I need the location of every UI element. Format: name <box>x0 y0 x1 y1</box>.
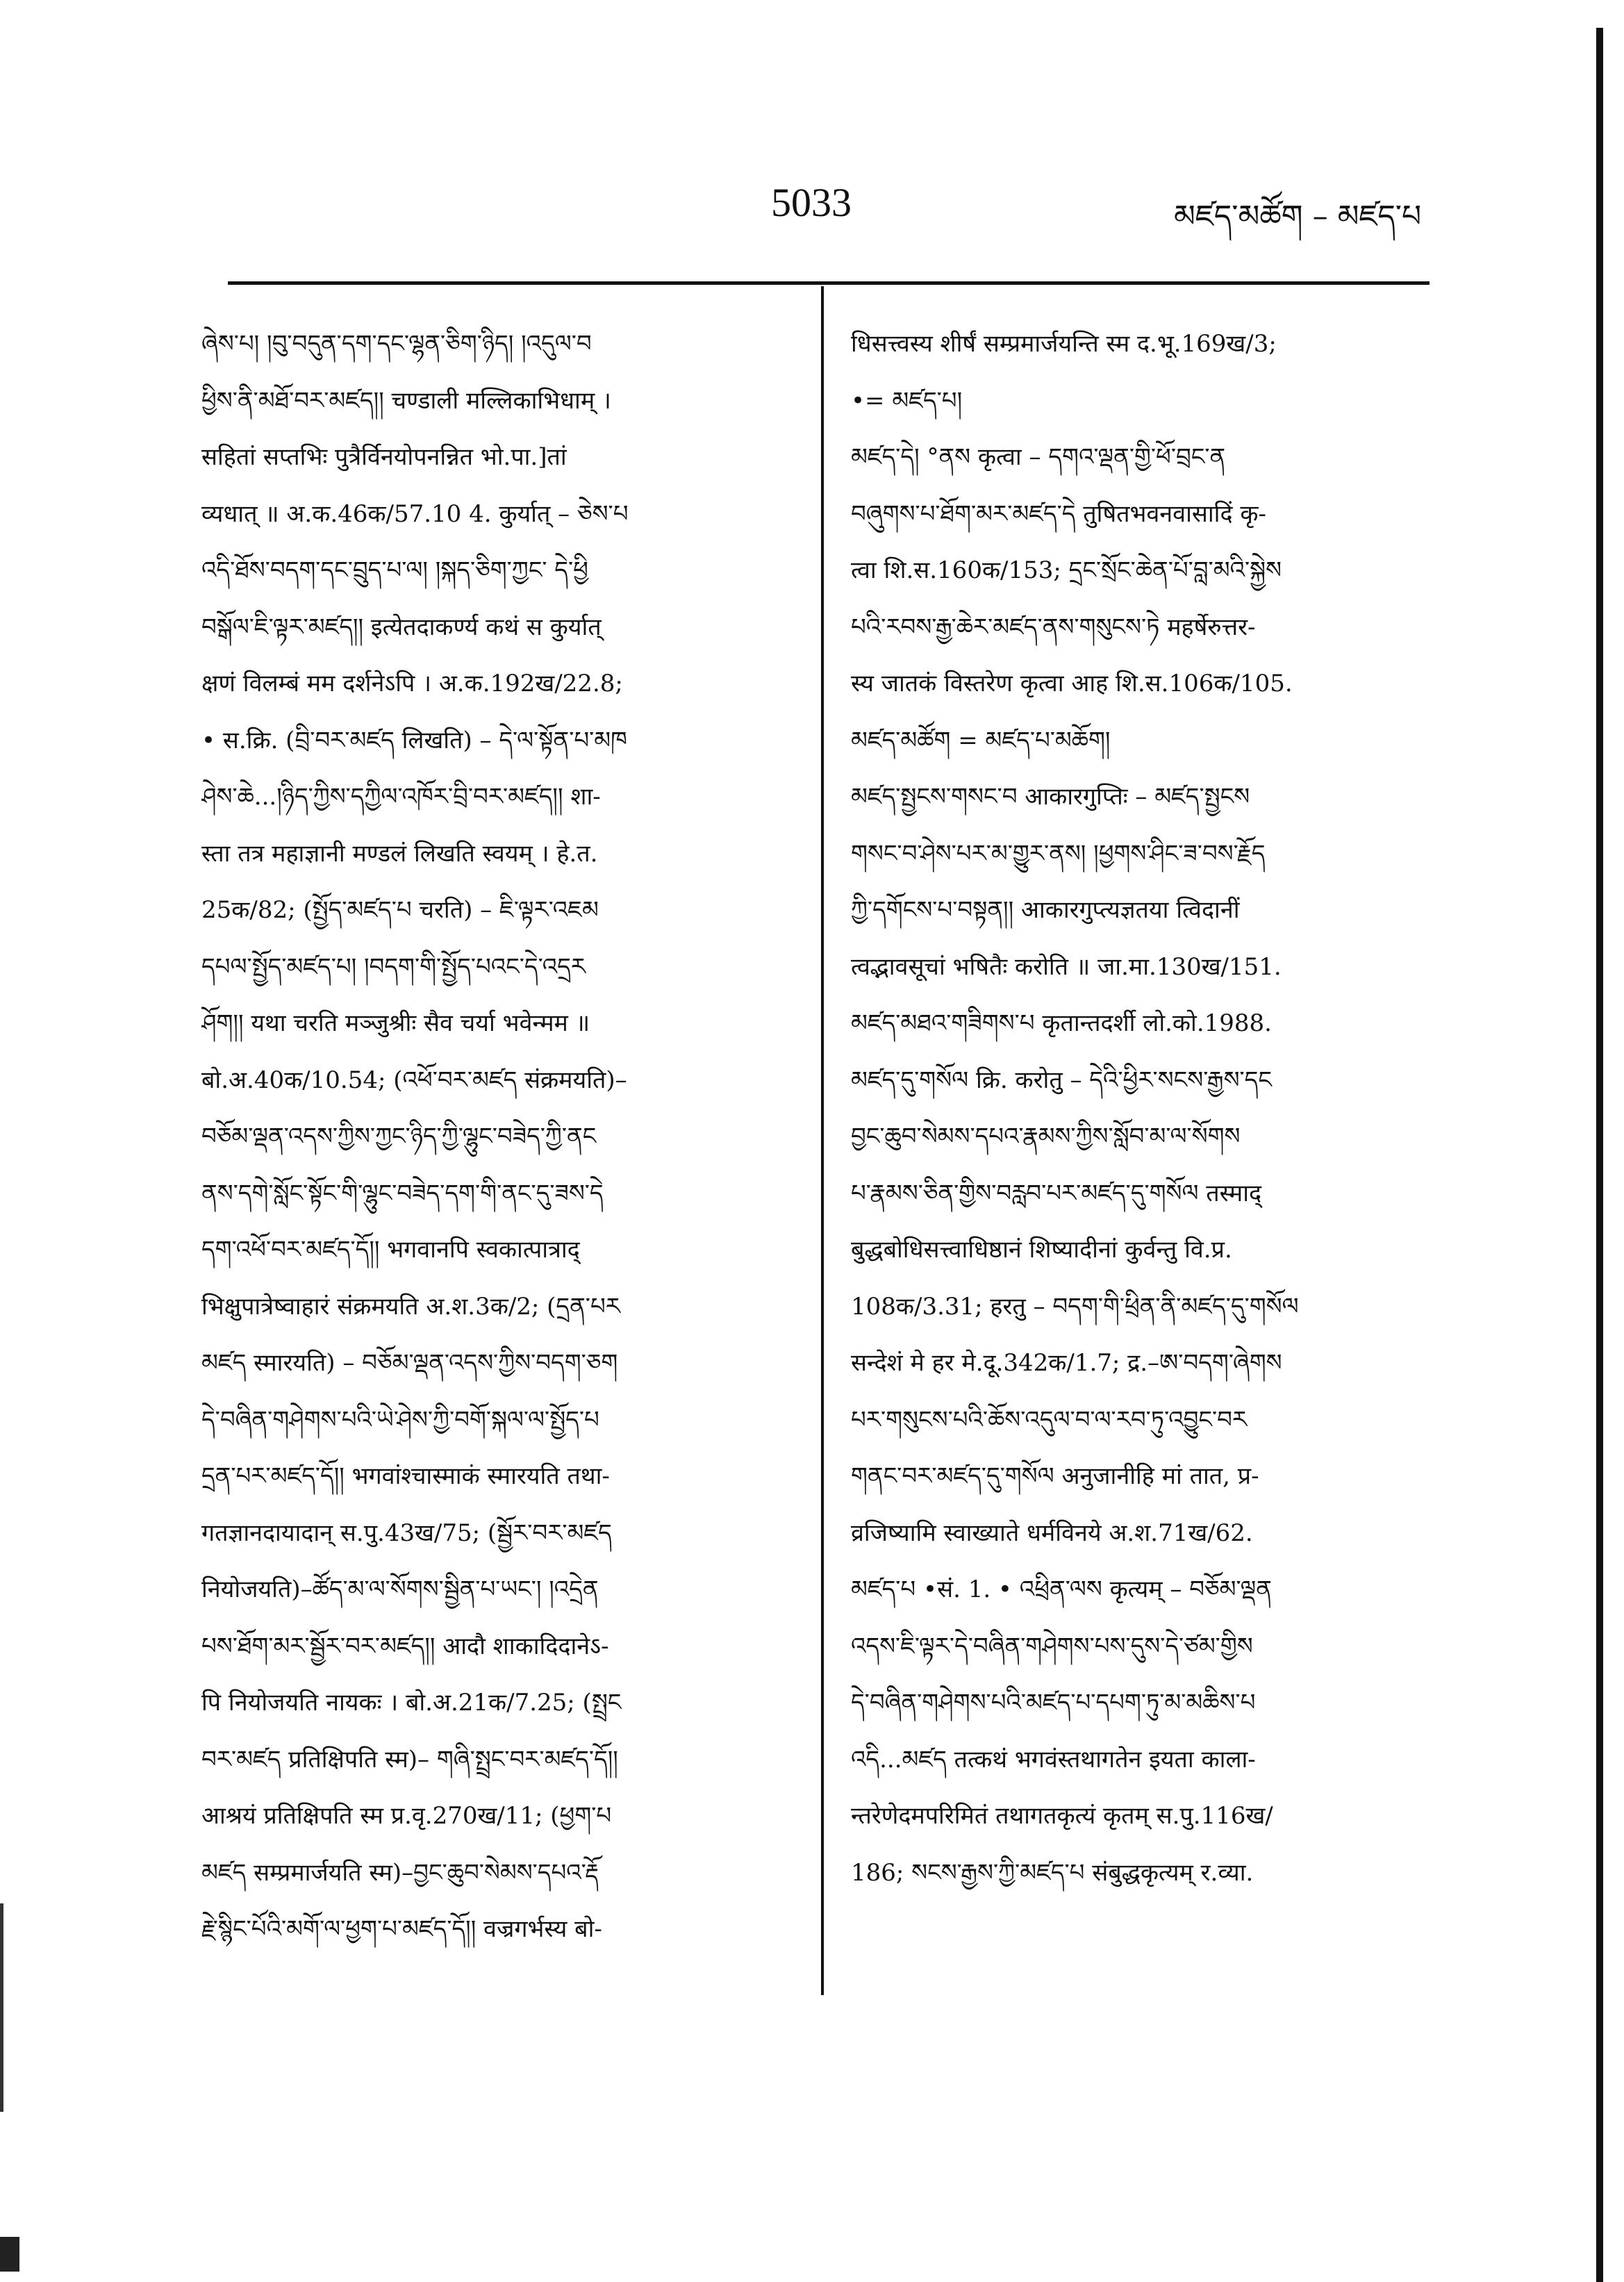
text-line: 108क/3.31; हरतु – བདག་གི་ཕྲིན་ནི་མཛད་དུ་གསོལ <box>851 1292 1299 1321</box>
text-line: •= མཛད་པ། <box>851 386 963 415</box>
text-line: བྱང་ཆུབ་སེམས་དཔའ་རྣམས་ཀྱིས་སློབ་མ་ལ་སོགས <box>851 1123 1241 1150</box>
text-line: धिसत्त्वस्य शीर्षं सम्प्रमार्जयन्ति स्म द.भू.169ख/3; <box>851 330 1277 358</box>
text-line: भिक्षुपात्रेष्वाहारं संक्रमयति अ.श.3क/2; (དྲན་པར <box>201 1292 620 1321</box>
text-line: བསྒོལ་ཇི་ལྟར་མཛད།། इत्येतदाकर्ण्य कथं स कुर्यात् <box>201 613 602 641</box>
text-line: པར་གསུངས་པའི་ཆོས་འདུལ་བ་ལ་རབ་ཏུ་འབྱུང་བར <box>851 1405 1248 1434</box>
right-column <box>851 316 1455 1901</box>
header-rule <box>228 281 1430 285</box>
text-line: सहितां सप्तभिः पुत्रैर्विनयोपनन्नित भो.पा.]तां <box>201 443 567 471</box>
text-line: འདི...མཛད तत्कथं भगवंस्तथागतेन इयता काला- <box>851 1745 1256 1773</box>
text-line: स्ता तत्र महाज्ञानी मण्डलं लिखति स्वयम् । हे.त. <box>201 839 598 868</box>
text-line: མཛད सम्प्रमार्जयति स्म)–བྱང་ཆུབ་སེམས་དཔའ་རྡོ <box>201 1858 599 1887</box>
text-line: བཞུགས་པ་ཐོག་མར་མཛད་དེ तुषितभवनवासादिं कृ- <box>851 499 1266 528</box>
text-line: དག་འཕོ་བར་མཛད་དོ།། भगवानपि स्वकात्पात्राद् <box>201 1236 580 1264</box>
text-line: त्वद्भावसूचां भषितैः करोति ॥ जा.मा.130ख/151. <box>851 952 1282 981</box>
entry-headword-line: མཛད་པ •सं. 1. • འཕྲིན་ལས कृत्यम् – བཅོམ་ལྡན <box>851 1576 1272 1603</box>
text-line: དེ་བཞིན་གཤེགས་པའི་ཡེ་ཤེས་ཀྱི་བགོ་སྐལ་ལ་སྤྱོད་པ <box>201 1405 599 1434</box>
column-divider <box>821 286 824 1995</box>
text-line: ནས་དགེ་སློང་སྟོང་གི་ལྷུང་བཟེད་དག་གི་ནང་དུ་ཟས་དེ <box>201 1179 604 1207</box>
text-line: དཔལ་སྤྱོད་མཛད་པ། །བདག་གི་སྤྱོད་པའང་དེ་འདྲར <box>201 952 586 981</box>
text-line: དེ་བཞིན་གཤེགས་པའི་མཛད་པ་དཔག་ཏུ་མ་མཆིས་པ <box>851 1689 1256 1717</box>
text-line: बो.अ.40क/10.54; (འཕོ་བར་མཛད संक्रमयति)– <box>201 1066 627 1094</box>
text-line: བར་མཛད प्रतिक्षिपति स्म)– གཞི་སྤྲང་བར་མཛད་དོ།། <box>201 1745 618 1773</box>
text-line: པའི་རབས་རྒྱ་ཆེར་མཛད་ནས་གསུངས་ཏེ महर्षेरुत्तर- <box>851 613 1256 641</box>
scan-edge-left <box>0 1903 3 2112</box>
entry-headword-line: མཛད་མཚོག = མཛད་པ་མཆོག། <box>851 726 1111 754</box>
text-line: गतज्ञानदायादान् स.पु.43ख/75; (སྦྱོར་བར་མཛད <box>201 1519 612 1547</box>
text-line: གནང་བར་མཛད་དུ་གསོལ अनुजानीहि मां तात, प्र- <box>851 1462 1259 1490</box>
text-line: पि नियोजयति नायकः । बो.अ.21क/7.25; (སྤྲང <box>201 1689 622 1717</box>
text-line: ཕྱིས་ནི་མཐོ་བར་མཛད།། चण्डाली मल्लिकाभिधाम् । <box>201 386 611 415</box>
text-line: व्रजिष्यामि स्वाख्याते धर्मविनये अ.श.71ख/62. <box>851 1519 1253 1547</box>
text-line: རྗེ་སྙིང་པོའི་མགོ་ལ་ཕྱག་པ་མཛད་དོ།། वज्रगर्भस्य बो- <box>201 1915 602 1943</box>
text-line: འདས་ཇི་ལྟར་དེ་བཞིན་གཤེགས་པས་དུས་དེ་ཙམ་གྱིས <box>851 1632 1253 1660</box>
text-line: त्वा शि.स.160क/153; དྲང་སྲོང་ཆེན་པོ་བླ་མའི་སྐྱེས <box>851 556 1282 584</box>
page-number: 5033 <box>771 180 852 225</box>
running-head: མཛད་མཚོག – མཛད་པ <box>1174 199 1422 234</box>
text-line: न्तरेणेदमपरिमितं तथागतकृत्यं कृतम् स.पु.116ख/ <box>851 1802 1273 1830</box>
text-line: व्यधात् ॥ अ.क.46क/57.10 4. कुर्यात् – ཅེས་པ <box>201 499 629 528</box>
entry-headword-line: མཛད་དུ་གསོལ क्रि. करोतु – དེའི་ཕྱིར་སངས་རྒྱས་དང <box>851 1066 1272 1094</box>
left-column <box>201 316 813 1958</box>
text-line: མཛད་དེ། °ནས कृत्वा – དགའ་ལྡན་གྱི་ཕོ་བྲང་ན <box>851 443 1226 471</box>
text-line: आश्रयं प्रतिक्षिपति स्म प्र.वृ.270ख/11; (ཕྱག་པ <box>201 1802 612 1830</box>
text-line: མཛད स्मारयति) – བཅོམ་ལྡན་འདས་ཀྱིས་བདག་ཅག <box>201 1349 618 1377</box>
text-line: क्षणं विलम्बं मम दर्शनेऽपि । अ.क.192ख/22.8; <box>201 670 623 697</box>
text-line: པས་ཐོག་མར་སྦྱོར་བར་མཛད།། आदौ शाकादिदानेऽ- <box>201 1632 609 1660</box>
text-line: དྲན་པར་མཛད་དོ།། भगवांश्चास्माकं स्मारयति तथा- <box>201 1462 610 1490</box>
text-line: स्य जातकं विस्तरेण कृत्वा आह शि.स.106क/105. <box>851 670 1293 697</box>
text-line: འདི་ཐོས་བདག་དང་བྲུད་པ་ལ། །སྐད་ཅིག་ཀྱང་ དེ་ཕྱི <box>201 556 588 584</box>
entry-headword-line: མཛད་མཐའ་གཟིགས་པ कृतान्तदर्शी लो.को.1988. <box>851 1009 1272 1037</box>
text-line: • स.क्रि. (བྲི་བར་མཛད लिखति) – དེ་ལ་སྟོན་པ་མཁ <box>201 726 627 754</box>
text-line: नियोजयति)–ཚོད་མ་ལ་སོགས་སྦྱིན་པ་ཡང་། །འདྲེན <box>201 1576 599 1603</box>
text-line: པ་རྣམས་ཅིན་གྱིས་བརླབ་པར་མཛད་དུ་གསོལ तस्माद् <box>851 1179 1262 1207</box>
text-line: 186; སངས་རྒྱས་ཀྱི་མཛད་པ संबुद्धकृत्यम् र.व्या. <box>851 1858 1254 1887</box>
entry-headword-line: མཛད་སྤྱངས་གསང་བ आकारगुप्तिः – མཛད་སྤྱངས <box>851 783 1250 811</box>
text-line: ཀྱི་དགོངས་པ་བསྟན།། आकारगुप्त्यज्ञतया त्विदानीं <box>851 896 1240 924</box>
text-line: 25क/82; (སྤྱོད་མཛད་པ चरति) – ཇི་ལྟར་འཇམ <box>201 896 599 924</box>
scan-edge-right <box>1596 28 1603 2282</box>
text-line: सन्देशं मे हर मे.दू.342क/1.7; द्र.–ཨ་བདག་ཞེགས <box>851 1349 1282 1377</box>
text-line: ཞེས་པ། །བུ་བདུན་དག་དང་ལྷན་ཅིག་ཉིད། །འདུལ་བ <box>201 330 592 358</box>
text-line: ཤེས་ཆེ...།ཉིད་ཀྱིས་དཀྱིལ་འཁོར་བྲི་བར་མཛད།། शा- <box>201 783 601 811</box>
text-line: གསང་བ་ཤེས་པར་མ་གྱུར་ནས། །ཕྱགས་ཤིང་ཟ་བས་རྗོད <box>851 839 1266 868</box>
text-line: བཅོམ་ལྡན་འདས་ཀྱིས་ཀྱང་ཉིད་ཀྱི་ལྷུང་བཟེད་ཀྱི་ནང <box>201 1123 597 1150</box>
text-line: ཤོག།། यथा चरति मञ्जुश्रीः सैव चर्या भवेन्मम ॥ <box>201 1009 590 1037</box>
text-line: बुद्धबोधिसत्त्वाधिष्ठानं शिष्यादीनां कुर्वन्तु वि.प्र. <box>851 1236 1232 1264</box>
scan-corner-mark <box>0 2237 19 2272</box>
